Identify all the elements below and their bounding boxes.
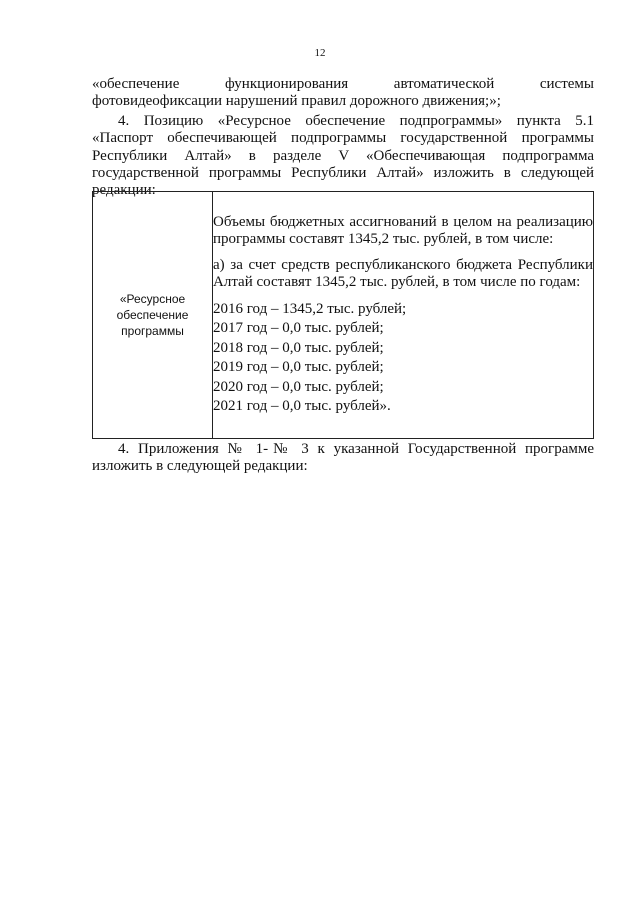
year-list	[213, 300, 593, 417]
year-line: 2018 год – 0,0 тыс. рублей;	[213, 339, 384, 356]
year-line: 2019 год – 0,0 тыс. рублей;	[213, 359, 384, 375]
year-line: 2020 год – 0,0 тыс. рублей;	[213, 378, 384, 395]
table-label-cell	[93, 192, 213, 439]
text-line: 4. Приложения № 1-№ 3 к указанной Государственной программе	[118, 441, 594, 457]
paragraph-continuation	[92, 76, 594, 111]
text-line: «Паспорт обеспечивающей подпрограммы государственной программы	[92, 130, 594, 147]
text-line: 4. Позицию «Ресурсное обеспечение подпрограммы» пункта 5.1	[118, 113, 594, 129]
label-line: обеспечение	[116, 308, 189, 322]
paragraph-item-4-position	[92, 113, 594, 199]
table-content-cell	[213, 192, 594, 439]
year-line: 2016 год – 1345,2 тыс. рублей;	[213, 300, 407, 317]
year-line: 2017 год – 0,0 тыс. рублей;	[213, 320, 384, 336]
budget-source-text: а) за счет средств республиканского бюджета Республики Алтай составят 1345,2 тыс. рублей, в том числе по годам:	[213, 256, 593, 290]
text-line: фотовидеофиксации нарушений правил дорожного движения;»;	[92, 93, 501, 110]
page-number: 12	[314, 47, 326, 59]
year-line: 2021 год – 0,0 тыс. рублей».	[213, 398, 391, 414]
resource-table	[92, 191, 594, 439]
text-line: государственной программы Республики Алтай» изложить в следующей	[92, 164, 594, 181]
paragraph-item-4-appendices	[92, 441, 594, 476]
table-row	[93, 192, 594, 439]
label-line: программы	[121, 324, 184, 338]
text-line: Республики Алтай» в разделе V «Обеспечивающая подпрограмма	[92, 147, 594, 164]
text-line: редакции:	[92, 182, 156, 199]
label-line: «Ресурсное	[119, 292, 186, 306]
text-line: изложить в следующей редакции:	[92, 458, 308, 475]
text-line: «обеспечение функционирования автоматической системы	[92, 76, 594, 92]
budget-total-text: Объемы бюджетных ассигнований в целом на реализацию программы составят 1345,2 тыс. рублей, в том числе:	[213, 213, 593, 247]
